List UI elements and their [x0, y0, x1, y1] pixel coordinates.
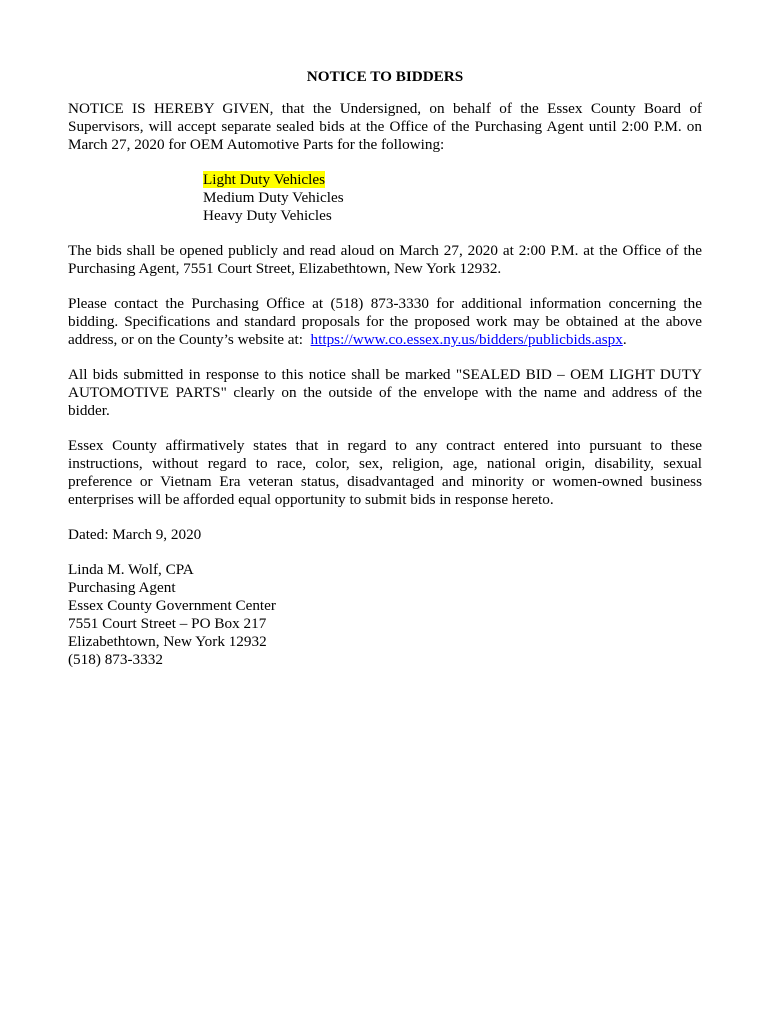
notice-title: NOTICE TO BIDDERS: [306, 68, 464, 85]
signature-block: [68, 561, 702, 669]
document-page: [68, 68, 702, 669]
signer-position: Purchasing Agent: [68, 579, 176, 596]
equal-opportunity-paragraph: Essex County affirmatively states that in regard to any contract entered into pursuant to these instructions, without regard to race, color, sex, religion, age, national origin, disability, sexual preference or Vietnam Era veteran status, disadvantaged and minority or women-owned business enterprises will be afforded equal opportunity to submit bids in response hereto.: [68, 437, 702, 508]
signer-street: 7551 Court Street – PO Box 217: [68, 615, 267, 632]
vehicle-category-list: [203, 171, 702, 225]
list-item: Heavy Duty Vehicles: [203, 207, 332, 224]
list-item: [203, 171, 702, 189]
signer-phone: (518) 873-3332: [68, 651, 163, 668]
dated-line: Dated: March 9, 2020: [68, 526, 202, 543]
opening-paragraph: The bids shall be opened publicly and read aloud on March 27, 2020 at 2:00 P.M. at the Office of the Purchasing Agent, 7551 Court Street, Elizabethtown, New York 12932.: [68, 242, 702, 277]
intro-paragraph: NOTICE IS HEREBY GIVEN, that the Undersigned, on behalf of the Essex County Board of Supervisors, will accept separate sealed bids at the Office of the Purchasing Agent until 2:00 P.M. on March 27, 2020 for OEM Automotive Parts for the following:: [68, 100, 702, 153]
signer-office: Essex County Government Center: [68, 597, 276, 614]
contact-text: Please contact the Purchasing Office at (518) 873-3330 for additional information concerning the bidding. Specifications and standard proposals for the proposed work may be obtained at the above address, or on the County’s website at:: [68, 295, 702, 348]
list-item: Medium Duty Vehicles: [203, 189, 344, 206]
bids-website-link[interactable]: https://www.co.essex.ny.us/bidders/publicbids.aspx: [310, 331, 623, 348]
contact-end: .: [622, 331, 627, 348]
signer-name: Linda M. Wolf, CPA: [68, 561, 194, 578]
signer-city: Elizabethtown, New York 12932: [68, 633, 267, 650]
highlighted-category: Light Duty Vehicles: [203, 171, 326, 188]
contact-paragraph: [68, 295, 702, 349]
marking-paragraph: All bids submitted in response to this notice shall be marked "SEALED BID – OEM LIGHT DUTY AUTOMOTIVE PARTS" clearly on the outside of the envelope with the name and address of the bidder.: [68, 366, 702, 419]
